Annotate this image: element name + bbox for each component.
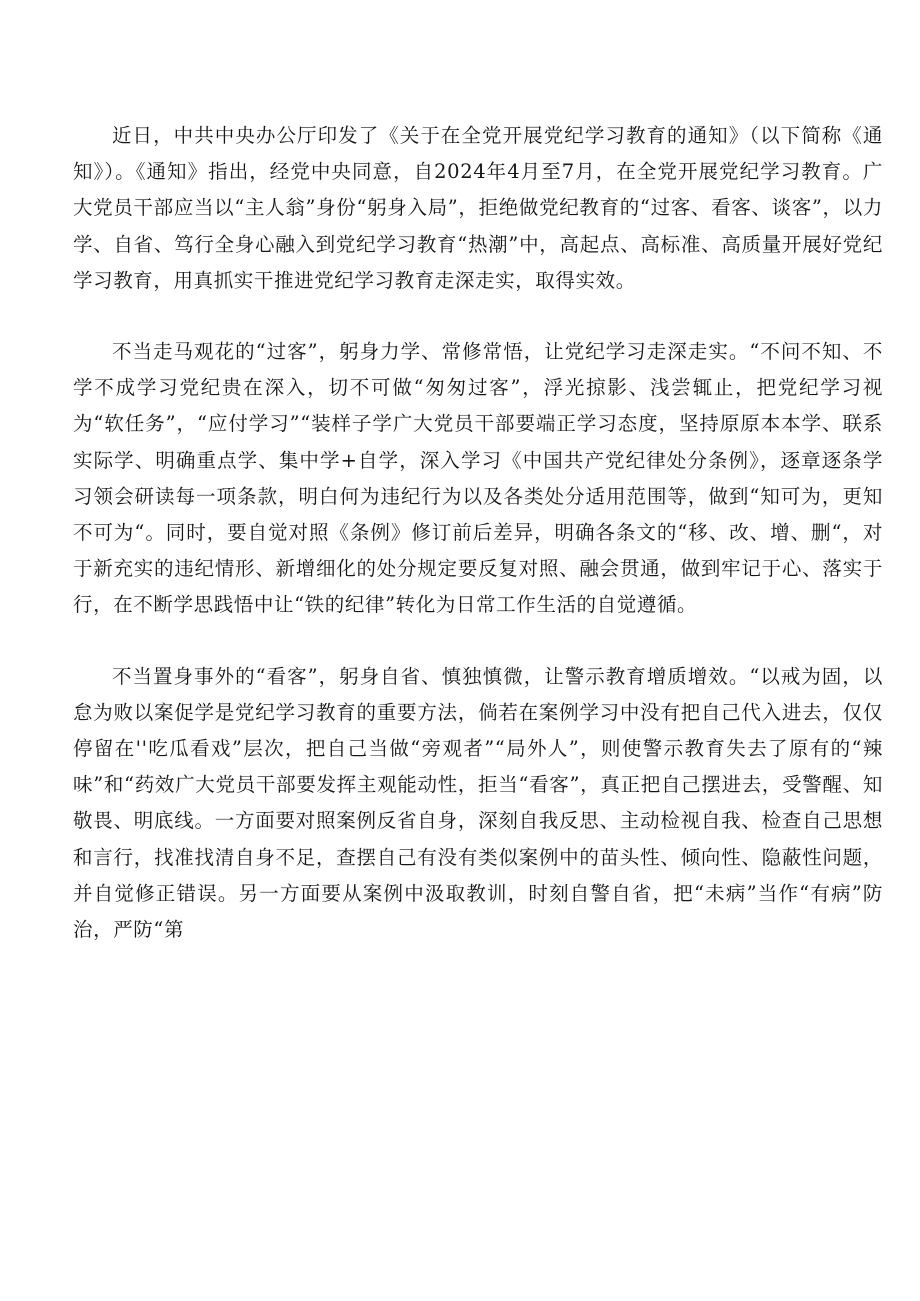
paragraph-passerby: 不当走马观花的“过客”，躬身力学、常修常悟，让党纪学习走深走实。“不问不知、不学不成学习党纪贵在深入，切不可做“匆匆过客”，浮光掠影、浅尝辄止，把党纪学习视为“软任务”，“应付学习”“装样子学广大党员干部要端正学习态度，坚持原原本本学、联系实际学、明确重点学、集中学+自学，深入学习《中国共产党纪律处分条例》，逐章逐条学习领会研读每一项条款，明白何为违纪行为以及各类处分适用范围等，做到“知可为，更知不可为“。同时，要自觉对照《条例》修订前后差异，明确各条文的“移、改、增、删“，对于新充实的违纪情形、新增细化的处分规定要反复对照、融会贯通，做到牢记于心、落实于行，在不断学思践悟中让“铁的纪律”转化为日常工作生活的自觉遵循。 — [73, 340, 883, 617]
document-body — [73, 118, 883, 948]
paragraph-intro: 近日，中共中央办公厅印发了《关于在全党开展党纪学习教育的通知》（以下简称《通知》）。《通知》指出，经党中央同意，自2024年4月至7月，在全党开展党纪学习教育。广大党员干部应当以“主人翁”身份“躬身入局”，拒绝做党纪教育的“过客、看客、谈客”，以力学、自省、笃行全身心融入到党纪学习教育“热潮”中，高起点、高标准、高质量开展好党纪学习教育，用真抓实干推进党纪学习教育走深走实，取得实效。 — [73, 124, 883, 292]
paragraph-spectator: 不当置身事外的“看客”，躬身自省、慎独慎微，让警示教育增质增效。“以戒为固，以怠为败以案促学是党纪学习教育的重要方法，倘若在案例学习中没有把自己代入进去，仅仅停留在''吃瓜看戏”层次，把自己当做“旁观者”“局外人”，则使警示教育失去了原有的“辣味”和“药效广大党员干部要发挥主观能动性，拒当“看客”，真正把自己摆进去，受警醒、知敬畏、明底线。一方面要对照案例反省自身，深刻自我反思、主动检视自我、检查自己思想和言行，找准找清自身不足，查摆自己有没有类似案例中的苗头性、倾向性、隐蔽性问题，并自觉修正错误。另一方面要从案例中汲取教训，时刻自警自省，把“未病”当作“有病”防治，严防“第 — [73, 664, 883, 942]
